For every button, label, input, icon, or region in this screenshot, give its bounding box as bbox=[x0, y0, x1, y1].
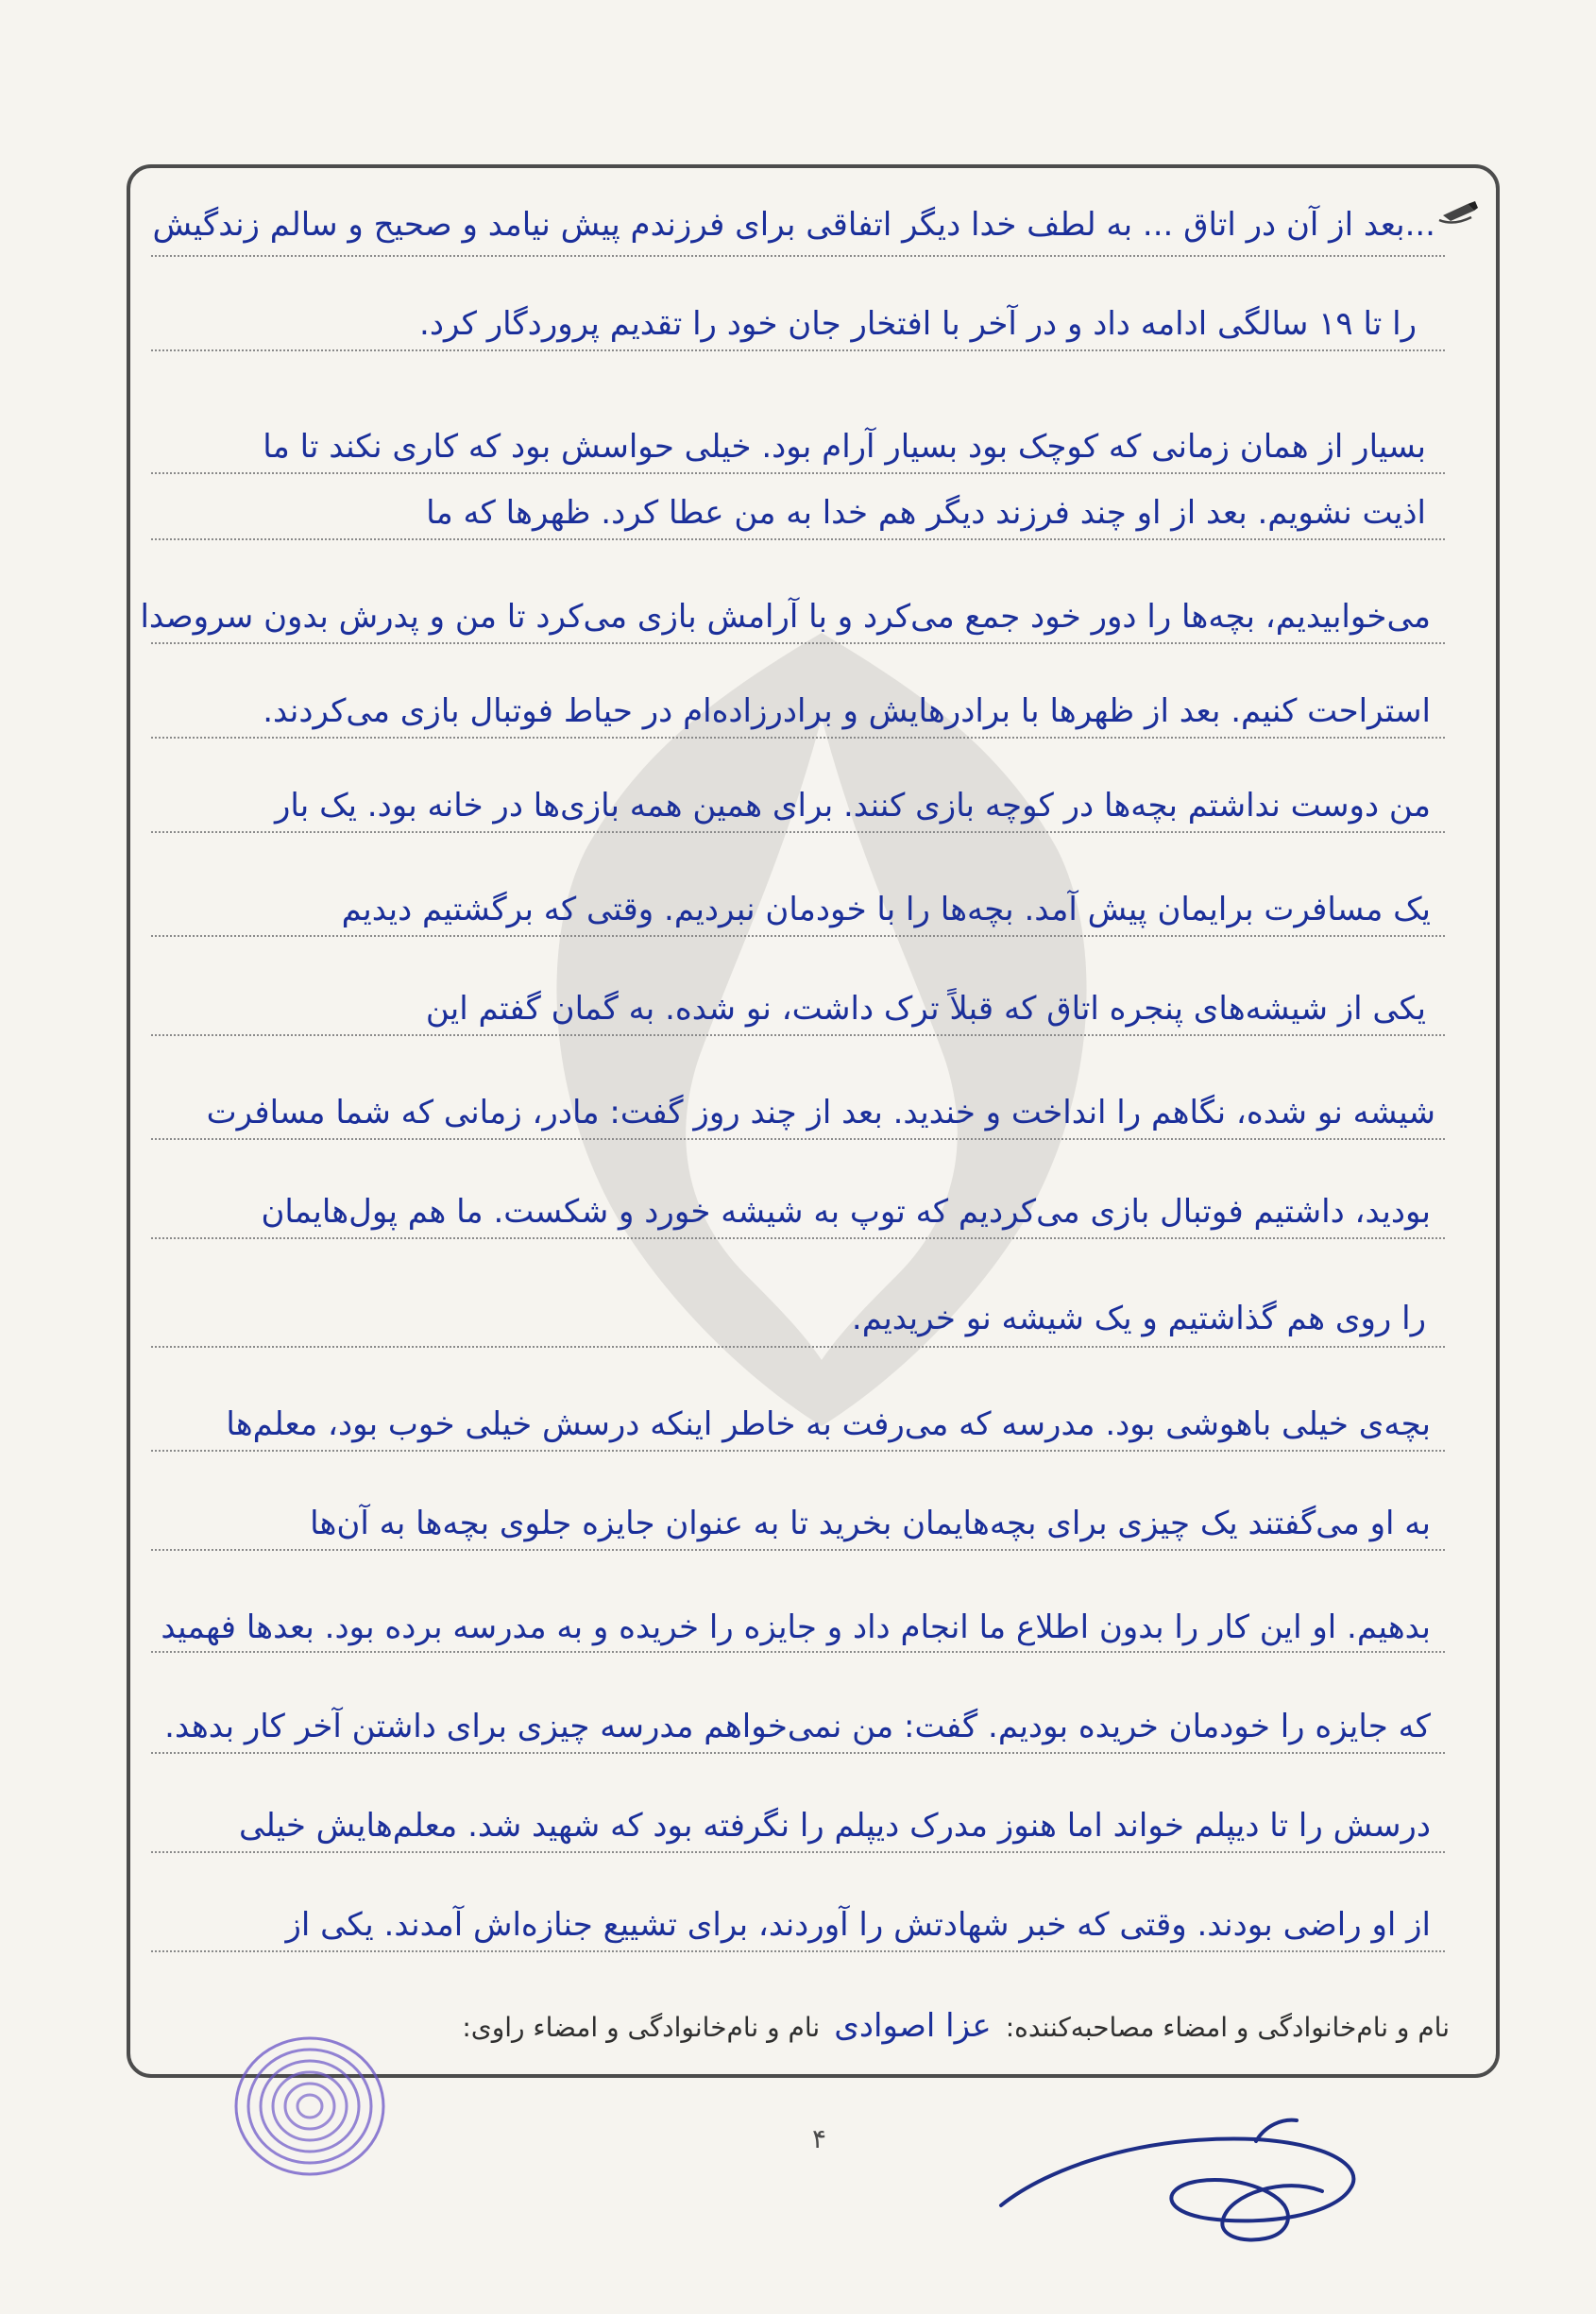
dotted-line-5 bbox=[151, 642, 1445, 644]
page-number: ۴ bbox=[812, 2123, 827, 2154]
handwritten-line-13: بچه‌ی خیلی باهوشی بود. مدرسه که می‌رفت به خاطر اینکه درسش خیلی خوب بود، معلم‌ها bbox=[226, 1405, 1431, 1443]
handwritten-line-5: می‌خوابیدیم، بچه‌ها را دور خود جمع می‌کرد و با آرامش بازی می‌کرد تا من و پدرش بدون سروصدا bbox=[140, 598, 1431, 636]
interviewer-name: عزا اصوادی bbox=[834, 2007, 992, 2045]
dotted-line-7 bbox=[151, 831, 1445, 833]
dotted-line-1 bbox=[151, 255, 1445, 257]
dotted-line-2 bbox=[151, 349, 1445, 351]
handwritten-line-2: را تا ۱۹ سالگی ادامه داد و در آخر با افتخار جان خود را تقدیم پروردگار کرد. bbox=[419, 305, 1417, 343]
dotted-line-6 bbox=[151, 737, 1445, 739]
handwritten-line-3: بسیار از همان زمانی که کوچک بود بسیار آرام بود. خیلی حواسش بود که کاری نکند تا ما bbox=[263, 428, 1426, 466]
dotted-line-8 bbox=[151, 935, 1445, 937]
handwritten-line-10: شیشه نو شده، نگاهم را انداخت و خندید. بعد از چند روز گفت: مادر، زمانی که شما مسافرت bbox=[206, 1094, 1435, 1131]
dotted-line-9 bbox=[151, 1034, 1445, 1036]
narrator-label: نام و نام‌خانوادگی و امضاء راوی: bbox=[462, 2012, 821, 2043]
handwritten-line-12: را روی هم گذاشتیم و یک شیشه نو خریدیم. bbox=[851, 1300, 1426, 1337]
handwritten-line-18: از او راضی بودند. وقتی که خبر شهادتش را آوردند، برای تشییع جنازه‌اش آمدند. یکی از bbox=[285, 1906, 1431, 1944]
dotted-line-13 bbox=[151, 1450, 1445, 1452]
interviewer-label: نام و نام‌خانوادگی و امضاء مصاحبه‌کننده: bbox=[1005, 2012, 1450, 2043]
handwritten-line-17: درسش را تا دیپلم خواند اما هنوز مدرک دیپلم را نگرفته بود که شهید شد. معلم‌هایش خیلی bbox=[238, 1807, 1431, 1845]
dotted-line-12 bbox=[151, 1346, 1445, 1348]
pen-icon bbox=[1435, 198, 1481, 225]
handwritten-line-8: یک مسافرت برایمان پیش آمد. بچه‌ها را با خودمان نبردیم. وقتی که برگشتیم دیدیم bbox=[341, 891, 1431, 928]
handwritten-line-1: ...بعد از آن در اتاق ... به لطف خدا دیگر اتفاقی برای فرزندم پیش نیامد و صحیح و سالم زندگیش bbox=[152, 206, 1435, 244]
dotted-line-3 bbox=[151, 472, 1445, 474]
dotted-line-17 bbox=[151, 1851, 1445, 1853]
handwritten-line-9: یکی از شیشه‌های پنجره اتاق که قبلاً ترک داشت، نو شده. به گمان گفتم این bbox=[425, 990, 1426, 1028]
handwritten-line-6: استراحت کنیم. بعد از ظهرها با برادرهایش و برادرزاده‌ام در حیاط فوتبال بازی می‌کردند. bbox=[263, 692, 1431, 730]
handwritten-line-11: بودید، داشتیم فوتبال بازی می‌کردیم که توپ به شیشه خورد و شکست. ما هم پول‌هایمان bbox=[261, 1193, 1431, 1231]
dotted-line-11 bbox=[151, 1237, 1445, 1239]
handwritten-line-4: اذیت نشویم. بعد از او چند فرزند دیگر هم خدا به من عطا کرد. ظهرها که ما bbox=[426, 494, 1426, 532]
dotted-line-18 bbox=[151, 1950, 1445, 1952]
handwritten-line-15: بدهیم. او این کار را بدون اطلاع ما انجام داد و جایزه را خریده و به مدرسه برده بود. بعدها فهمید bbox=[161, 1608, 1431, 1646]
dotted-line-4 bbox=[151, 538, 1445, 540]
fingerprint-mark bbox=[219, 2021, 400, 2191]
handwritten-line-16: که جایزه را خودمان خریده بودیم. گفت: من نمی‌خواهم مدرسه چیزی برای داشتن آخر کار بدهد. bbox=[164, 1708, 1431, 1745]
signature-mark bbox=[982, 2101, 1388, 2243]
dotted-line-16 bbox=[151, 1752, 1445, 1754]
handwritten-line-7: من دوست نداشتم بچه‌ها در کوچه بازی کنند. برای همین همه بازی‌ها در خانه بود. یک بار bbox=[275, 787, 1431, 825]
dotted-line-15 bbox=[151, 1651, 1445, 1653]
handwritten-line-14: به او می‌گفتند یک چیزی برای بچه‌هایمان بخرید تا به عنوان جایزه جلوی بچه‌ها به آن‌ها bbox=[310, 1505, 1431, 1542]
dotted-line-10 bbox=[151, 1138, 1445, 1140]
dotted-line-14 bbox=[151, 1549, 1445, 1551]
